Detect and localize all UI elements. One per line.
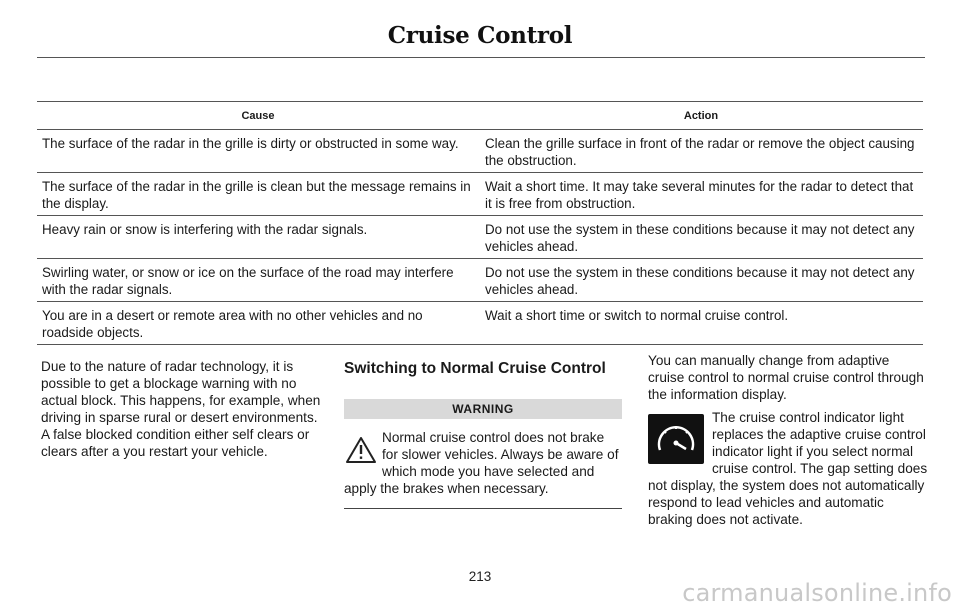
warning-divider: [344, 508, 622, 509]
table-row: [37, 130, 923, 173]
manual-change-paragraph: You can manually change from adaptive cruise control to normal cruise control through the information display.: [648, 353, 924, 402]
watermark: carmanualsonline.info: [682, 579, 952, 607]
cause-cell: The surface of the radar in the grille is clean but the message remains in the display.: [37, 173, 479, 216]
warning-banner: WARNING: [344, 399, 622, 419]
table-header-row: [37, 102, 923, 130]
column-header-cause: Cause: [37, 102, 479, 130]
action-cell: Clean the grille surface in front of the radar or remove the object causing the obstruction.: [479, 130, 923, 173]
left-column: [41, 358, 324, 460]
indicator-section: [648, 409, 928, 528]
indicator-paragraph: The cruise control indicator light replaces the adaptive cruise control indicator light if you select normal cruise control. The gap setting does not display, the system does not automatically respond to lead vehicles and automatic braking does not activate.: [648, 410, 928, 527]
action-cell: Wait a short time or switch to normal cruise control.: [479, 302, 923, 345]
action-cell: Do not use the system in these conditions because it may not detect any vehicles ahead.: [479, 216, 923, 259]
table-row: [37, 302, 923, 345]
page-title: Cruise Control: [387, 22, 573, 49]
right-column: [648, 352, 928, 528]
table-row: [37, 259, 923, 302]
cause-cell: Swirling water, or snow or ice on the surface of the road may interfere with the radar signals.: [37, 259, 479, 302]
warning-triangle-icon: [344, 435, 378, 465]
section-heading: Switching to Normal Cruise Control: [344, 360, 606, 377]
column-header-action: Action: [479, 102, 923, 130]
cause-cell: Heavy rain or snow is interfering with the radar signals.: [37, 216, 479, 259]
page-number: 213: [468, 569, 492, 584]
cause-action-table: [37, 101, 923, 345]
title-divider: [37, 57, 925, 58]
action-cell: Do not use the system in these conditions because it may not detect any vehicles ahead.: [479, 259, 923, 302]
warning-text: Normal cruise control does not brake for slower vehicles. Always be aware of which mode you have selected and apply the brakes when necessary.: [344, 430, 619, 496]
action-cell: Wait a short time. It may take several minutes for the radar to detect that it is free from obstruction.: [479, 173, 923, 216]
cause-cell: The surface of the radar in the grille is dirty or obstructed in some way.: [37, 130, 479, 173]
table-row: [37, 173, 923, 216]
middle-column: [344, 358, 622, 509]
radar-blockage-paragraph: Due to the nature of radar technology, it is possible to get a blockage warning with no actual block. This happens, for example, when driving in sparse rural or desert environments. A false blocked condition either self clears or clears after a you restart your vehicle.: [41, 359, 321, 459]
cause-cell: You are in a desert or remote area with no other vehicles and no roadside objects.: [37, 302, 479, 345]
cruise-control-indicator-icon: [648, 414, 704, 464]
table-row: [37, 216, 923, 259]
warning-box: [344, 429, 622, 497]
